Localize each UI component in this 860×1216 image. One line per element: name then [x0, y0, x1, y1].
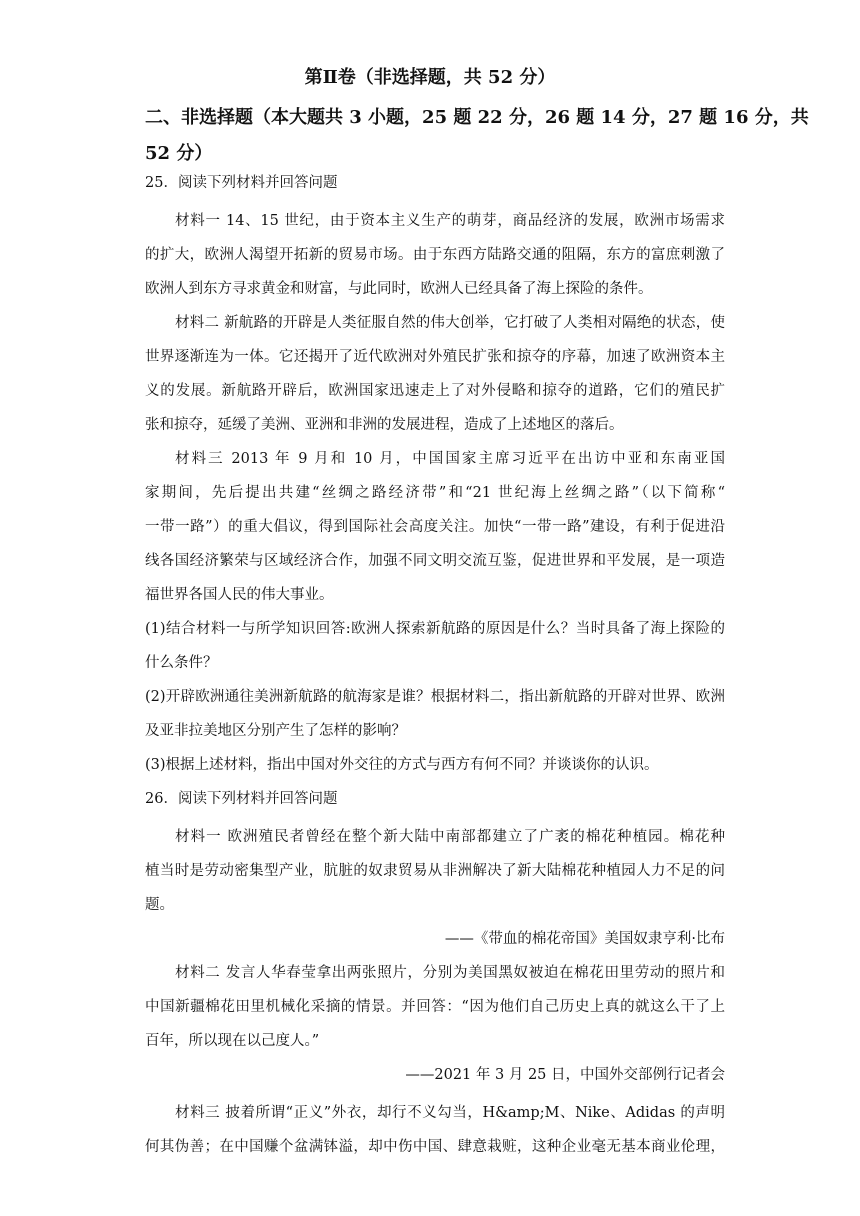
question-26-heading: 26．阅读下列材料并回答问题 — [145, 791, 338, 807]
question-25-2-line-1: (2)开辟欧洲通往美洲新航路的航海家是谁？根据材料二，指出新航路的开辟对世界、欧洲 — [145, 689, 725, 705]
material-26-3-line-2: 何其伪善；在中国赚个盆满钵溢，却中伤中国、肆意栽赃，这种企业毫无基本商业伦理， — [145, 1139, 725, 1155]
question-25-1-line-2: 什么条件？ — [145, 655, 218, 671]
material-25-3-line-5: 福世界各国人民的伟大事业。 — [145, 587, 334, 603]
material-25-2-line-4: 张和掠夺，延缓了美洲、亚洲和非洲的发展进程，造成了上述地区的落后。 — [145, 417, 624, 433]
section-title-line-2: 52 分） — [145, 143, 213, 164]
question-25-1-line-1: (1)结合材料一与所学知识回答:欧洲人探索新航路的原因是什么？当时具备了海上探险的 — [145, 621, 725, 637]
section-title — [145, 100, 809, 172]
material-25-3-line-1: 材料三 2013 年 9 月和 10 月，中国国家主席习近平在出访中亚和东南亚国 — [175, 451, 725, 467]
material-25-3-line-3: 一带一路”）的重大倡议，得到国际社会高度关注。加快“一带一路”建设，有利于促进沿 — [145, 519, 725, 535]
material-26-1-line-3: 题。 — [145, 897, 174, 913]
material-26-2-source: ——2021 年 3 月 25 日，中国外交部例行记者会 — [405, 1067, 725, 1083]
material-25-2-line-1: 材料二 新航路的开辟是人类征服自然的伟大创举，它打破了人类相对隔绝的状态，使 — [175, 315, 725, 331]
material-26-2-line-2: 中国新疆棉花田里机械化采摘的情景。并回答：“因为他们自己历史上真的就这么干了上 — [145, 999, 725, 1015]
material-25-3-line-4: 线各国经济繁荣与区域经济合作，加强不同文明交流互鉴，促进世界和平发展，是一项造 — [145, 553, 725, 569]
material-25-2-line-2: 世界逐渐连为一体。它还揭开了近代欧洲对外殖民扩张和掠夺的序幕，加速了欧洲资本主 — [145, 349, 725, 365]
material-26-1-line-1: 材料一 欧洲殖民者曾经在整个新大陆中南部都建立了广袤的棉花种植园。棉花种 — [175, 829, 725, 845]
section-title-line-1: 二、非选择题（本大题共 3 小题，25 题 22 分，26 题 14 分，27 题 16 分，共 — [145, 107, 809, 128]
material-26-2-line-3: 百年，所以现在以己度人。” — [145, 1033, 320, 1049]
material-26-2-line-1: 材料二 发言人华春莹拿出两张照片，分别为美国黑奴被迫在棉花田里劳动的照片和 — [175, 965, 725, 981]
material-25-1-line-1: 材料一 14、15 世纪，由于资本主义生产的萌芽，商品经济的发展，欧洲市场需求 — [175, 213, 725, 229]
material-25-1-line-2: 的扩大，欧洲人渴望开拓新的贸易市场。由于东西方陆路交通的阻隔，东方的富庶刺激了 — [145, 247, 725, 263]
material-25-2-line-3: 义的发展。新航路开辟后，欧洲国家迅速走上了对外侵略和掠夺的道路，它们的殖民扩 — [145, 383, 725, 399]
material-25-1-line-3: 欧洲人到东方寻求黄金和财富，与此同时，欧洲人已经具备了海上探险的条件。 — [145, 281, 653, 297]
material-26-1-line-2: 植当时是劳动密集型产业，肮脏的奴隶贸易从非洲解决了新大陆棉花种植园人力不足的问 — [145, 863, 725, 879]
material-26-3-line-1: 材料三 披着所谓“正义”外衣，却行不义勾当，H&amp;M、Nike、Adidas 的声明 — [175, 1105, 725, 1121]
material-25-3-line-2: 家期间，先后提出共建“丝绸之路经济带”和“21 世纪海上丝绸之路”（以下简称“ — [145, 485, 725, 501]
question-25-2-line-2: 及亚非拉美地区分别产生了怎样的影响？ — [145, 723, 406, 739]
question-25-3: (3)根据上述材料，指出中国对外交往的方式与西方有何不同？并谈谈你的认识。 — [145, 757, 659, 773]
question-25-heading: 25．阅读下列材料并回答问题 — [145, 175, 338, 191]
material-26-1-source: ——《带血的棉花帝国》美国奴隶亨利·比布 — [444, 931, 725, 947]
volume-title: 第Ⅱ卷（非选择题，共 52 分） — [304, 67, 556, 88]
